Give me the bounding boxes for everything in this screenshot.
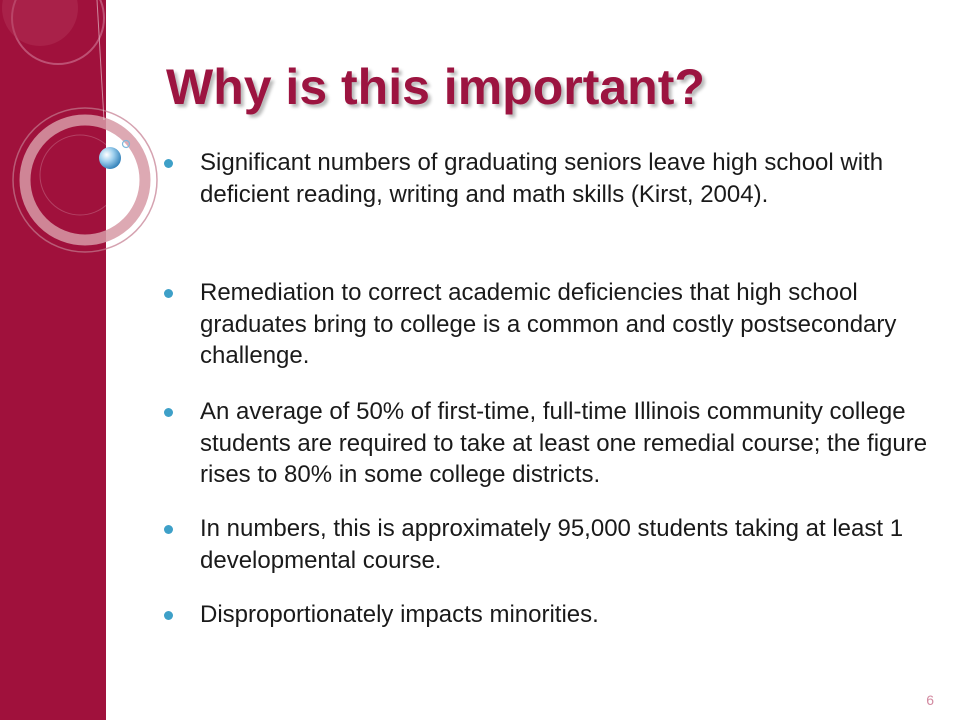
bullet-text: In numbers, this is approximately 95,000 students taking at least 1 developmental course. — [200, 515, 904, 574]
bullet-dot-icon — [164, 611, 173, 620]
bullet-dot-icon — [164, 408, 173, 417]
bullet-text: Disproportionately impacts minorities. — [200, 601, 599, 628]
bullet-item — [164, 599, 934, 631]
page-number: 6 — [926, 692, 934, 708]
decorative-circles-graphic — [0, 0, 160, 300]
bullet-text: An average of 50% of first-time, full-time Illinois community college students are required to take at least one remedial course; the figure rises to 80% in some college districts. — [200, 398, 928, 488]
bullet-dot-icon — [164, 289, 173, 298]
bullet-dot-icon — [164, 525, 173, 534]
bullet-item — [164, 147, 934, 210]
bullet-dot-icon — [164, 159, 173, 168]
bullet-item — [164, 396, 934, 491]
bullet-item — [164, 513, 934, 576]
bullet-item — [164, 277, 934, 372]
bullet-text: Significant numbers of graduating seniors leave high school with deficient reading, writing and math skills (Kirst, 2004). — [200, 149, 884, 208]
bullet-text: Remediation to correct academic deficiencies that high school graduates bring to college is a common and costly postsecondary challenge. — [200, 279, 897, 369]
blue-orb-icon — [99, 147, 121, 169]
slide-title: Why is this important? — [166, 59, 705, 115]
